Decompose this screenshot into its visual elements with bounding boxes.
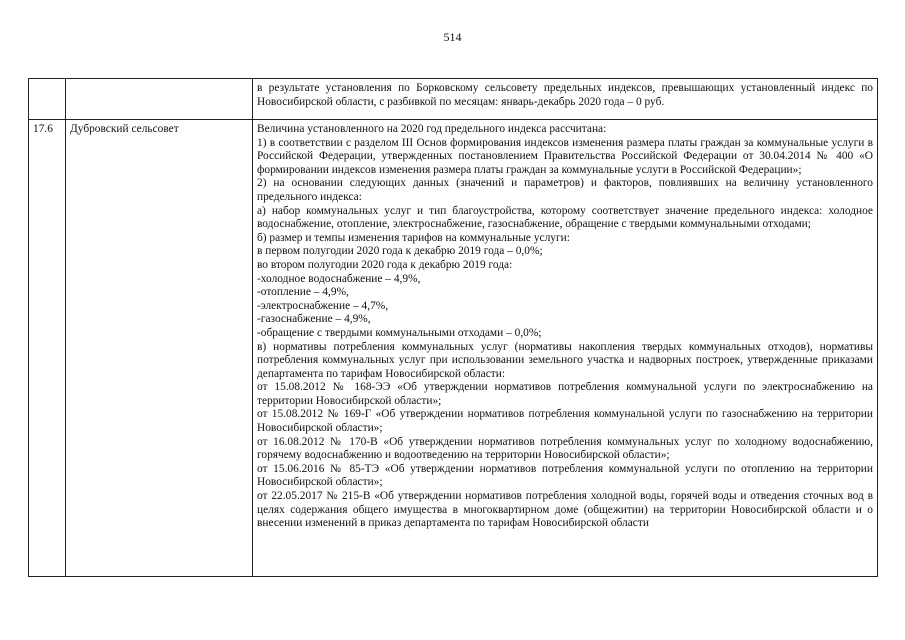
paragraph: -отопление – 4,9%,	[257, 286, 349, 299]
paragraph: 1) в соответствии с разделом III Основ формирования индексов изменения размера платы граждан за коммунальные услуги в Российской Федерации, утвержденных постановлением Правительства Российской Федерации от 30.04.2014 № 400 «О формировании индексов изменения размера платы граждан за коммунальные услуги в Российской Федерации»;	[257, 136, 873, 176]
paragraph: 2) на основании следующих данных (значений и параметров) и факторов, повлиявших на величину установленного предельного индекса:	[257, 177, 873, 203]
paragraph: -электроснабжение – 4,7%,	[257, 299, 389, 312]
paragraph: -обращение с твердыми коммунальными отходами – 0,0%;	[257, 326, 542, 339]
paragraph: от 15.08.2012 № 169-Г «Об утверждении нормативов потребления коммунальной услуги по газоснабжению на территории Новосибирской области»;	[257, 408, 873, 435]
paragraph: в) нормативы потребления коммунальных услуг (нормативы накопления твердых коммунальных отходов), нормативы потребления коммунальных услуг при использовании земельного участка и надворных построек, утвержденные приказами департамента по тарифам Новосибирской области:	[257, 340, 873, 380]
row-number-cell	[29, 79, 66, 120]
paragraph: в первом полугодии 2020 года к декабрю 2019 года – 0,0%;	[257, 245, 543, 258]
paragraph: от 16.08.2012 № 170-В «Об утверждении нормативов потребления коммунальных услуг по холодному водоснабжению, горячему водоснабжению и водоотведению на территории Новосибирской области»;	[257, 435, 873, 462]
paragraph: от 15.08.2012 № 168-ЭЭ «Об утверждении нормативов потребления коммунальной услуги по электроснабжению на территории Новосибирской области»;	[257, 381, 873, 407]
paragraph: -газоснабжение – 4,9%,	[257, 313, 371, 326]
description-cell	[253, 120, 878, 577]
paragraph: от 15.06.2016 № 85-ТЭ «Об утверждении нормативов потребления коммунальной услуги по отоплению на территории Новосибирской области»;	[257, 462, 873, 489]
table-row-dubrovsky	[29, 120, 878, 577]
paragraph: а) набор коммунальных услуг и тип благоустройства, которому соответствует значение предельного индекса: холодное водоснабжение, отопление, электроснабжение, газоснабжение, обращение с твердыми коммунальными отходами;	[257, 204, 873, 231]
paragraph: от 22.05.2017 № 215-В «Об утверждении нормативов потребления холодной воды, горячей воды и отведения сточных вод в целях содержания общего имущества в многоквартирном доме (общежитии) на территории Новосибирской области и о внесении изменений в приказ департамента по тарифам Новосибирской области	[257, 490, 873, 530]
paragraph: б) размер и темпы изменения тарифов на коммунальные услуги:	[257, 231, 570, 244]
page-number: 514	[443, 30, 462, 44]
municipality-name-cell	[66, 79, 253, 120]
document-table	[28, 78, 878, 577]
description-cell: в результате установления по Борковскому сельсовету предельных индексов, превышающих установленный индекс по Новосибирской области, с разбивкой по месяцам: январь-декабрь 2020 года – 0 руб.	[253, 79, 878, 120]
table-row-continuation	[29, 79, 878, 120]
municipality-name-cell: Дубровский сельсовет	[66, 120, 253, 577]
paragraph: Величина установленного на 2020 год предельного индекса рассчитана:	[257, 123, 607, 135]
paragraph: -холодное водоснабжение – 4,9%,	[257, 272, 421, 285]
row-number-cell: 17.6	[29, 120, 66, 577]
paragraph: во втором полугодии 2020 года к декабрю 2019 года:	[257, 258, 513, 271]
